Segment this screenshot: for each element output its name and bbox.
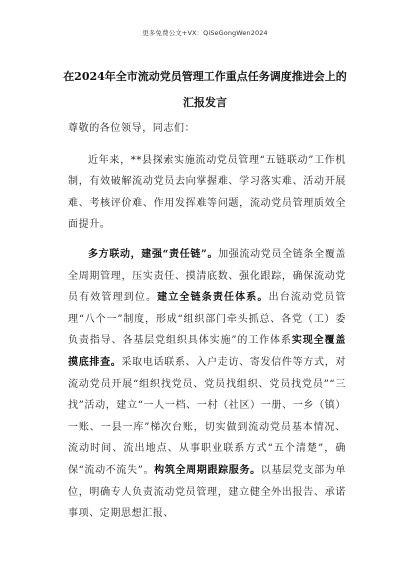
salutation: 尊敬的各位领导，同志们： — [68, 123, 196, 134]
section-heading: 多方联动，建强“责任链”。 — [88, 248, 219, 260]
section-paragraph — [68, 244, 346, 525]
intro-paragraph: 近年来，**县探索实施流动党员管理“五链联动”工作机制，有效破解流动党员去向掌握难、学习落实难、活动开展难、考核评价难、作用发挥难等问题，流动党员管理质效全面提升。 — [68, 154, 346, 231]
section-text-4: 以基层党支部为单位，明确专人负责流动党员管理，建立健全外出报告、承诺事项、定期思想汇报、 — [68, 464, 347, 520]
section-text-1: 加强流动党员全链条全覆盖全周期管理，压实责任、摸清底数、强化跟踪，确保流动党员有效管理到位。 — [68, 248, 346, 304]
section-text-3: 采取电话联系、入户走访、寄发信件等方式，对流动党员开展“组织找党员、党员找组织、党员找党员”“三找”活动，建立“一人一档、一村（社区）一册、一乡（镇）一账、一县一库”梯次台账，切实做到流动党员基本情况、流动时间、流出地点、从事职业联系方式“五个清楚”，确保“流动不流失”。 — [68, 356, 346, 476]
section-subheading-1: 建立全链条责任体系。 — [157, 292, 269, 304]
header-note: 更多免费公文+VX：QiSeGongWen2024 — [142, 29, 268, 37]
document-title: 在2024年全市流动党员管理工作重点任务调度推进会上的汇报发言 — [63, 70, 347, 109]
section-subheading-2: 实现全覆盖摸底排查。 — [68, 335, 346, 368]
section-subheading-3: 构筑全周期跟踪服务。 — [154, 464, 261, 476]
section-text-2: 出台流动党员管理“八个一”制度，形成“组织部门牵头抓总、各党（工）委负责指导、各基层党组织具体实施”的工作体系 — [68, 292, 347, 347]
document-body — [68, 118, 346, 533]
